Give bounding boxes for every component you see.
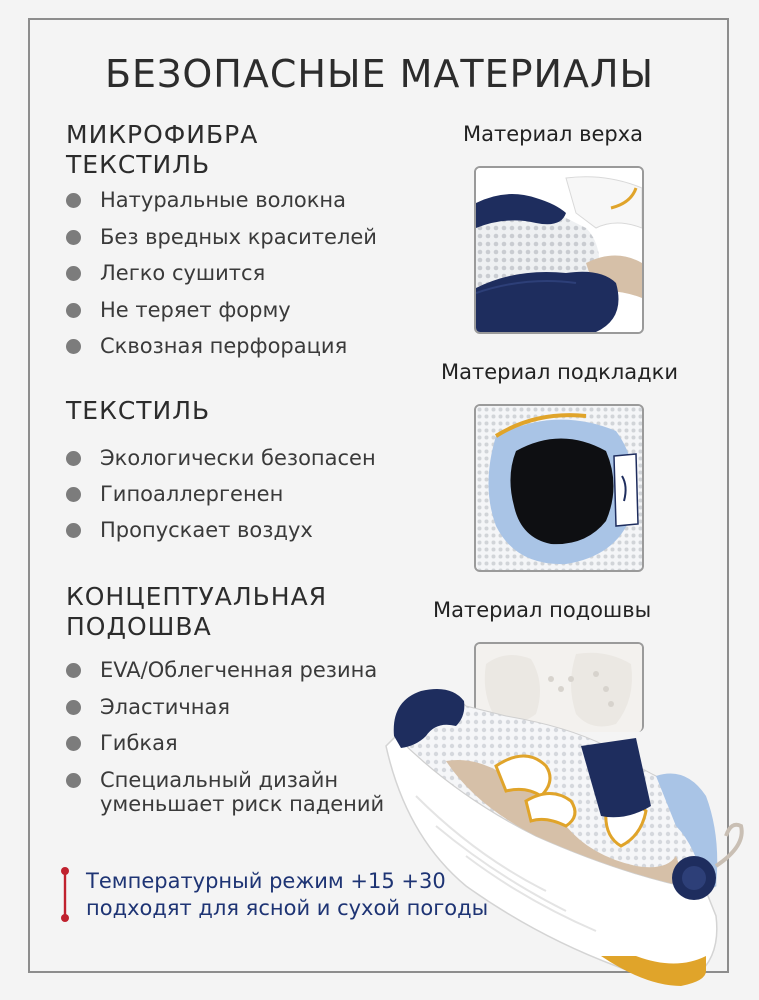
list-item-text: Без вредных красителей [100, 224, 377, 249]
heading-line: МИКРОФИБРА [66, 120, 259, 149]
bullet-dot-icon [66, 700, 81, 715]
list-item [66, 446, 376, 470]
bullet-dot-icon [66, 736, 81, 751]
bullet-dot-icon [66, 663, 81, 678]
bullet-dot-icon [66, 230, 81, 245]
page-title: БЕЗОПАСНЫЕ МАТЕРИАЛЫ [104, 52, 655, 96]
bullet-dot-icon [66, 451, 81, 466]
upper-material-label: Материал верха [463, 122, 644, 146]
list-item-text: Сквозная перфорация [100, 334, 348, 358]
list-item-text: Пропускает воздух [100, 518, 313, 542]
list-item-text: Экологически безопасен [100, 446, 376, 470]
list-item [66, 298, 377, 322]
bullet-list-microfiber [66, 188, 377, 358]
bullet-dot-icon [66, 487, 81, 502]
list-item-text: Легко сушится [100, 261, 266, 285]
section-heading-microfiber [66, 120, 258, 180]
section-heading-textile [66, 396, 210, 426]
heading-line: ТЕКСТИЛЬ [66, 396, 211, 425]
list-item-text: Не теряет форму [100, 297, 291, 322]
list-item-text: Эластичная [100, 694, 231, 719]
temperature-range-icon [58, 866, 72, 924]
heading-line: ПОДОШВА [66, 612, 212, 641]
temperature-line: подходят для ясной и сухой погоды [86, 896, 489, 920]
bullet-dot-icon [66, 266, 81, 281]
bullet-dot-icon [66, 339, 81, 354]
upper-material-photo [474, 166, 644, 334]
list-item-text: Гибкая [100, 731, 178, 755]
bullet-dot-icon [66, 193, 81, 208]
lining-material-photo [474, 404, 644, 572]
bullet-list-sole [66, 658, 384, 816]
list-item [66, 695, 384, 719]
list-item-text: Специальный дизайн [100, 767, 339, 792]
list-item [66, 334, 377, 358]
list-item [66, 482, 376, 506]
heading-line: ТЕКСТИЛЬ [66, 150, 211, 179]
lining-material-label: Материал подкладки [441, 360, 679, 384]
list-item-text: EVA/Облегченная резина [100, 658, 378, 682]
bullet-dot-icon [66, 303, 81, 318]
list-item [66, 518, 376, 542]
heading-line: КОНЦЕПТУАЛЬНАЯ [66, 582, 328, 611]
bullet-dot-icon [66, 773, 81, 788]
list-item [66, 731, 384, 755]
sole-material-label: Материал подошвы [433, 598, 652, 622]
sneaker-illustration [376, 686, 759, 996]
list-item-text: Натуральные волокна [100, 188, 347, 212]
list-item [66, 658, 384, 682]
list-item [66, 225, 377, 249]
list-item-text: уменьшает риск падений [100, 791, 385, 816]
bullet-dot-icon [66, 523, 81, 538]
section-heading-sole [66, 582, 327, 642]
list-item [66, 188, 377, 212]
list-item [66, 768, 384, 816]
temperature-line: Температурный режим +15 +30 [86, 869, 446, 893]
temperature-note [86, 868, 488, 922]
bullet-list-textile [66, 446, 376, 542]
list-item [66, 261, 377, 285]
list-item-text: Гипоаллергенен [100, 482, 284, 506]
